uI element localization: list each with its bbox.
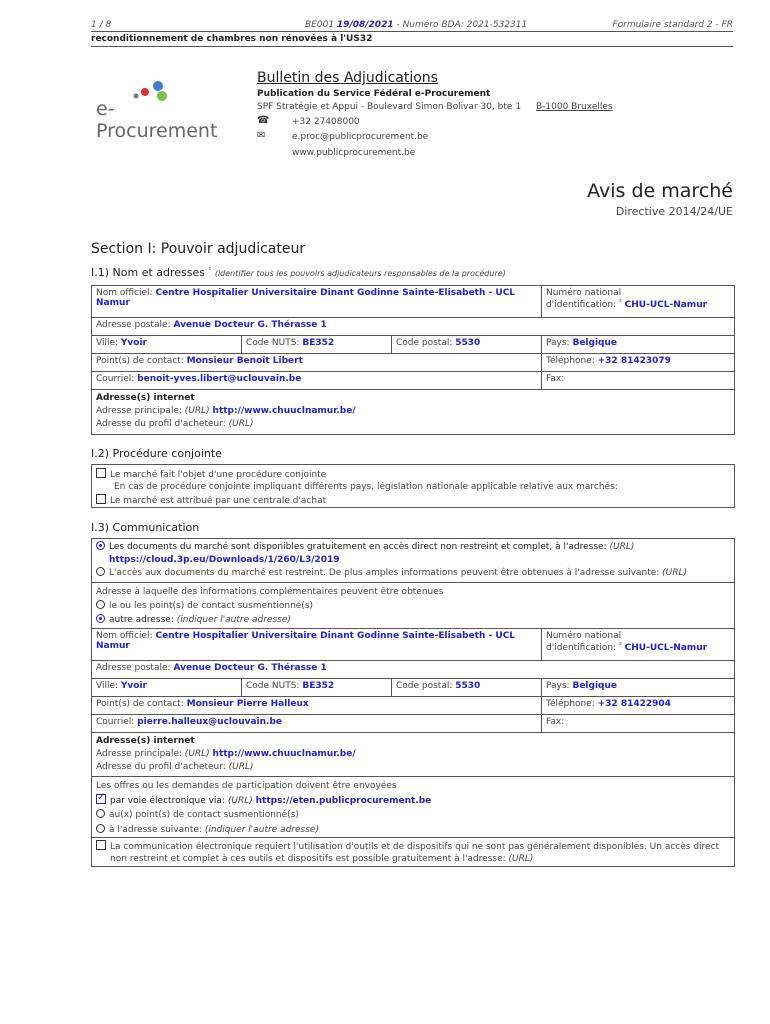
ref-prefix: BE001 [305,20,335,30]
i2-box [91,464,735,508]
ville-label: Ville: [96,338,119,348]
pays-value: Belgique [572,338,617,348]
main-url-tag: (URL) [184,406,210,416]
i1-sup: ¹ [208,266,212,274]
info-contact-radio[interactable] [96,600,105,609]
i1-name-cell [92,286,541,317]
i1-heading-text: I.1) Nom et adresses [91,266,206,279]
tools-url-tag: (URL) [508,854,534,864]
offer-url-tag: (URL) [227,795,253,806]
bulletin-email[interactable]: e.proc@publicprocurement.be [292,132,429,142]
nuts-value: BE352 [302,338,335,348]
email-icon: ✉ [257,130,266,141]
central-purchasing-label: Le marché est attribué par une centrale d'achat [110,496,327,506]
i3-email-label: Courriel: [96,717,135,727]
postal-label: Adresse postale: [96,320,171,330]
info-contact-label: le ou les point(s) de contact susmentionné(s) [109,601,314,611]
i3-natid-label: Numéro national [546,631,622,641]
joint-procedure-checkbox[interactable] [96,468,106,478]
i3-natid-sup: ² [618,641,622,649]
i3-ville-cell [92,679,241,696]
i3-tel-label: Téléphone: [546,699,595,709]
header-rule-2 [91,46,733,47]
i3-pays-value: Belgique [572,681,617,691]
offer-other-radio[interactable] [96,824,105,833]
i3-ville-row [92,679,734,697]
i3-fax-label: Fax: [546,717,565,727]
i1-ville-cell [92,336,241,353]
i1-internet-cell [92,390,734,434]
joint-procedure-option[interactable] [96,468,326,480]
ref-suffix: - Numéro BDA: 2021-532311 [396,20,528,30]
i3-contact-row [92,697,734,715]
natid-sup: ² [618,298,622,306]
i3-docs-cell [92,539,734,582]
info-other-radio[interactable] [96,614,105,623]
i3-cp-cell [391,679,541,696]
i3-internet-row [92,733,734,777]
form-type: Formulaire standard 2 - FR [612,20,733,30]
ref-date: 19/08/2021 [336,20,394,30]
docs-free-label: Les documents du marché sont disponibles gratuitement en accès direct non restreint et complet, à l'adresse: [109,542,607,552]
i3-buyer-label: Adresse du profil d'acheteur: [96,762,226,772]
i3-internet-cell [92,733,734,776]
bulletin-subtitle: Publication du Service Fédéral e-Procurement [257,89,491,99]
offer-contact-radio[interactable] [96,809,105,818]
info-other-note: (indiquer l'autre adresse) [176,615,291,625]
section-title: Section I: Pouvoir adjudicateur [91,241,306,257]
bulletin-phone: +32 27408000 [292,117,360,127]
central-purchasing-checkbox[interactable] [96,494,106,504]
name-value: Centre Hospitalier Universitaire Dinant Godinne Sainte-Elisabeth - UCL [155,288,516,298]
i1-contact-row [92,354,734,372]
i3-email-cell [92,715,541,732]
i3-postal-row [92,661,734,679]
i1-nuts-cell [241,336,391,353]
i3-natid-cell [541,629,734,660]
i1-postal-cell [92,318,734,335]
contact-label: Point(s) de contact: [96,356,184,366]
i1-internet-row [92,390,734,434]
bulletin-web[interactable]: www.publicprocurement.be [292,148,416,158]
i3-ville-label: Ville: [96,681,119,691]
i3-natid-label-2: d'identification: [546,643,617,653]
joint-law-text: En cas de procédure conjointe impliquant différents pays, législation nationale applicable relative aux marchés: [114,482,618,492]
notice-subject: reconditionnement de chambres non rénovées à l'US32 [91,34,373,44]
i1-contact-cell [92,354,541,371]
docs-url-tag: (URL) [609,542,635,552]
bulletin-title: Bulletin des Adjudications [257,70,438,86]
i3-postal-label: Adresse postale: [96,663,171,673]
i3-name-cell [92,629,541,660]
i3-tools-row [92,838,734,866]
tools-checkbox[interactable] [96,840,106,850]
i3-email-row [92,715,734,733]
offer-other-label: à l'adresse suivante: [109,824,202,835]
joint-procedure-label: Le marché fait l'objet d'une procédure conjointe [110,470,327,480]
i3-cp-label: Code postal: [396,681,453,691]
i3-postal-value: Avenue Docteur G. Thérasse 1 [173,663,327,673]
i3-pays-cell [541,679,734,696]
i3-heading: I.3) Communication [91,521,200,534]
i1-fax-cell [541,372,734,389]
i3-email-value[interactable]: pierre.halleux@uclouvain.be [137,717,283,727]
offer-other-note: (indiquer l'autre adresse) [204,824,319,835]
fax-label: Fax: [546,374,565,384]
i1-postal-row [92,318,734,336]
cp-label: Code postal: [396,338,453,348]
i3-box [91,538,735,867]
offer-electronic-url[interactable]: https://eten.publicprocurement.be [255,795,432,806]
e-procurement-logo [96,76,226,142]
i3-name-label: Nom officiel: [96,631,153,641]
i3-contact-label: Point(s) de contact: [96,699,184,709]
tel-value: +32 81423079 [597,356,671,366]
docs-restricted-url-tag: (URL) [662,568,688,578]
info-title: Adresse à laquelle des informations complémentaires peuvent être obtenues [96,587,444,597]
main-label: Adresse principale: [96,406,182,416]
i1-pays-cell [541,336,734,353]
docs-restricted-label: L'accès aux documents du marché est restreint. De plus amples informations peuvent être obtenues à l'adresse suivante: [109,568,660,578]
offer-electronic-label: par voie électronique via: [110,795,225,806]
i3-contact-value: Monsieur Pierre Halleux [186,699,309,709]
i3-main-url-tag: (URL) [184,749,210,759]
i1-box [91,285,735,435]
notice-title: Avis de marché [587,180,733,202]
i1-email-cell [92,372,541,389]
offer-contact-label: au(x) point(s) de contact susmentionné(s) [109,810,299,820]
i3-fax-cell [541,715,734,732]
notice-directive: Directive 2014/24/UE [615,205,733,218]
i3-name-value-2: Namur [96,641,130,651]
natid-value: CHU-UCL-Namur [624,300,708,310]
tel-label: Téléphone: [546,356,595,366]
i1-ville-row [92,336,734,354]
notice-reference [305,20,527,30]
info-other-label: autre adresse: [109,615,174,625]
i1-natid-cell [541,286,734,317]
postal-value: Avenue Docteur G. Thérasse 1 [173,320,327,330]
offers-title: Les offres ou les demandes de participation doivent être envoyées [96,781,397,791]
i3-tools-cell [92,838,734,866]
ville-value: Yvoir [120,338,147,348]
i3-buyer-url: (URL) [228,762,254,772]
i3-docs-row [92,539,734,583]
i3-info-cell [92,583,734,628]
i3-nuts-label: Code NUTS: [246,681,300,691]
natid-label: Numéro national [546,288,622,298]
email-value[interactable]: benoit-yves.libert@uclouvain.be [137,374,302,384]
phone-icon: ☎ [257,115,270,126]
internet-title: Adresse(s) internet [96,393,195,403]
i1-email-row [92,372,734,390]
name-value-2: Namur [96,298,130,308]
i3-nuts-value: BE352 [302,681,335,691]
i2-heading: I.2) Procédure conjointe [91,447,222,460]
logo-text: e-Procurement [96,98,218,142]
i3-name-value: Centre Hospitalier Universitaire Dinant Godinne Sainte-Elisabeth - UCL [155,631,516,641]
i3-main-label: Adresse principale: [96,749,182,759]
i1-cp-cell [391,336,541,353]
bulletin-address: SPF Stratégie et Appui - Boulevard Simon Bolivar 30, bte 1 [257,102,522,112]
tools-line-2: non restreint et complet à ces outils et dispositifs est possible gratuitement à l'adresse: [110,854,506,864]
i3-natid-value: CHU-UCL-Namur [624,643,708,653]
i3-contact-cell [92,697,541,714]
tools-line-1: La communication électronique requiert l'utilisation d'outils et de dispositifs qui ne sont pas généralement disponibles. Un accès direct [110,842,720,852]
i3-name-row [92,629,734,661]
i3-offers-row [92,777,734,838]
docs-url[interactable]: https://cloud.3p.eu/Downloads/1/260/L3/2019 [109,555,340,565]
contact-value: Monsieur Benoît Libert [186,356,303,366]
nuts-label: Code NUTS: [246,338,300,348]
i3-nuts-cell [241,679,391,696]
i1-note: (identifier tous les pouvoirs adjudicateurs responsables de la procédure) [214,269,506,278]
i3-postal-cell [92,661,734,678]
i3-tel-cell [541,697,734,714]
offer-electronic-checkbox[interactable] [96,794,106,804]
buyer-label: Adresse du profil d'acheteur: [96,419,226,429]
header-rule [91,31,733,32]
i1-heading [91,266,506,279]
email-label: Courriel: [96,374,135,384]
i3-cp-value: 5530 [455,681,481,691]
i3-offers-cell [92,777,734,837]
i3-tel-value: +32 81422904 [597,699,671,709]
buyer-url: (URL) [228,419,254,429]
bulletin-city: B-1000 Bruxelles [536,102,613,112]
natid-label-2: d'identification: [546,300,617,310]
pays-label: Pays: [546,338,570,348]
main-url[interactable]: http://www.chuuclnamur.be/ [212,406,356,416]
docs-restricted-radio[interactable] [96,567,105,576]
i1-tel-cell [541,354,734,371]
central-purchasing-option[interactable] [96,494,326,506]
i3-info-row [92,583,734,629]
i3-internet-title: Adresse(s) internet [96,736,195,746]
i3-ville-value: Yvoir [120,681,147,691]
i3-pays-label: Pays: [546,681,570,691]
i1-name-row [92,286,734,318]
docs-free-radio[interactable] [96,541,105,550]
cp-value: 5530 [455,338,481,348]
page-number: 1 / 8 [91,20,112,30]
i3-main-url[interactable]: http://www.chuuclnamur.be/ [212,749,356,759]
name-label: Nom officiel: [96,288,153,298]
